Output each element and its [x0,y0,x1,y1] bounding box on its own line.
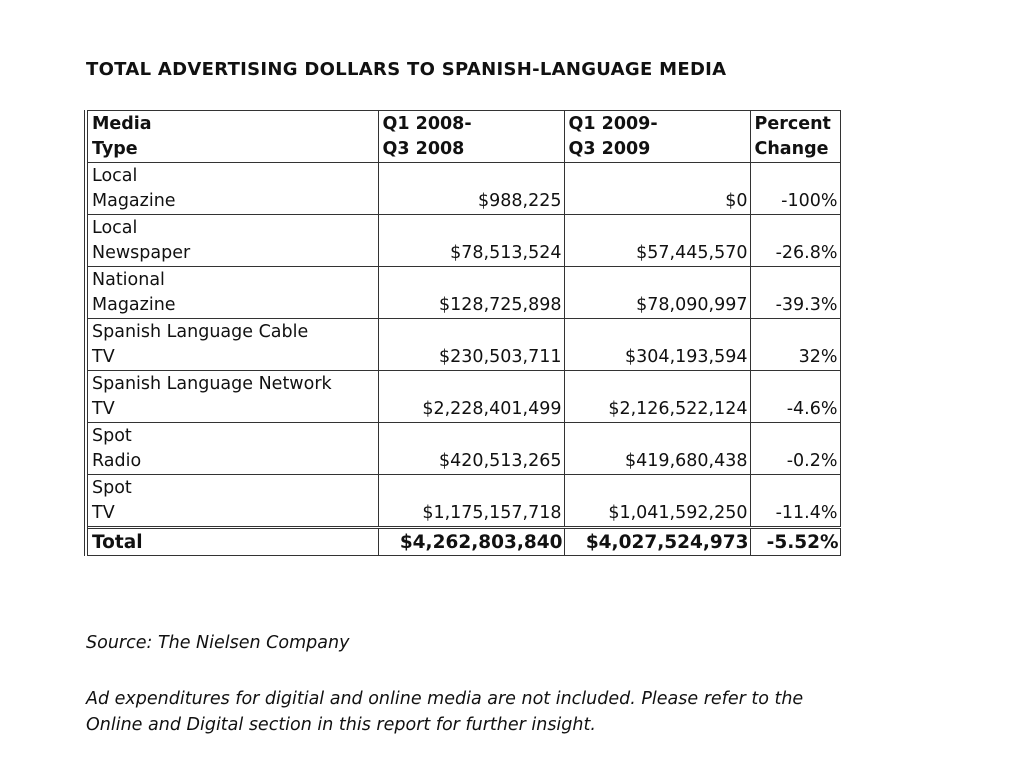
media-type-cell: Spot TV [86,475,378,528]
total-percent-change: -5.52% [750,528,840,556]
total-label: Total [86,528,378,556]
advertising-table [84,110,841,556]
table-row [86,267,840,319]
page-title: TOTAL ADVERTISING DOLLARS TO SPANISH-LANGUAGE MEDIA [86,59,727,80]
source-note: Source: The Nielsen Company [86,633,350,653]
total-q2009: $4,027,524,973 [564,528,750,556]
q2009-cell: $304,193,594 [564,319,750,371]
q2008-cell: $1,175,157,718 [378,475,564,528]
table-row [86,319,840,371]
q2008-cell: $128,725,898 [378,267,564,319]
q2009-cell: $57,445,570 [564,215,750,267]
table-row [86,163,840,215]
q2008-cell: $988,225 [378,163,564,215]
percent-change-cell: -100% [750,163,840,215]
advertising-table-container [84,110,841,556]
media-type-cell: National Magazine [86,267,378,319]
media-type-cell: Local Newspaper [86,215,378,267]
footnote-line-2: Online and Digital section in this report for further insight. [86,715,596,735]
table-row [86,475,840,528]
q2009-cell: $2,126,522,124 [564,371,750,423]
total-q2008: $4,262,803,840 [378,528,564,556]
header-media-type: Media Type [86,111,378,163]
percent-change-cell: -4.6% [750,371,840,423]
q2009-cell: $0 [564,163,750,215]
q2008-cell: $230,503,711 [378,319,564,371]
header-percent-change: Percent Change [750,111,840,163]
footnote [86,686,966,738]
media-type-cell: Spanish Language Cable TV [86,319,378,371]
q2009-cell: $1,041,592,250 [564,475,750,528]
media-type-cell: Spanish Language Network TV [86,371,378,423]
total-row [86,528,840,556]
table-row [86,215,840,267]
table-header-row [86,111,840,163]
media-type-cell: Spot Radio [86,423,378,475]
percent-change-cell: 32% [750,319,840,371]
percent-change-cell: -11.4% [750,475,840,528]
q2009-cell: $78,090,997 [564,267,750,319]
media-type-cell: Local Magazine [86,163,378,215]
footnote-line-1: Ad expenditures for digitial and online media are not included. Please refer to the [86,689,804,709]
q2009-cell: $419,680,438 [564,423,750,475]
header-q2009: Q1 2009- Q3 2009 [564,111,750,163]
percent-change-cell: -39.3% [750,267,840,319]
q2008-cell: $78,513,524 [378,215,564,267]
percent-change-cell: -26.8% [750,215,840,267]
header-q2008: Q1 2008- Q3 2008 [378,111,564,163]
table-row [86,371,840,423]
q2008-cell: $2,228,401,499 [378,371,564,423]
table-row [86,423,840,475]
q2008-cell: $420,513,265 [378,423,564,475]
percent-change-cell: -0.2% [750,423,840,475]
